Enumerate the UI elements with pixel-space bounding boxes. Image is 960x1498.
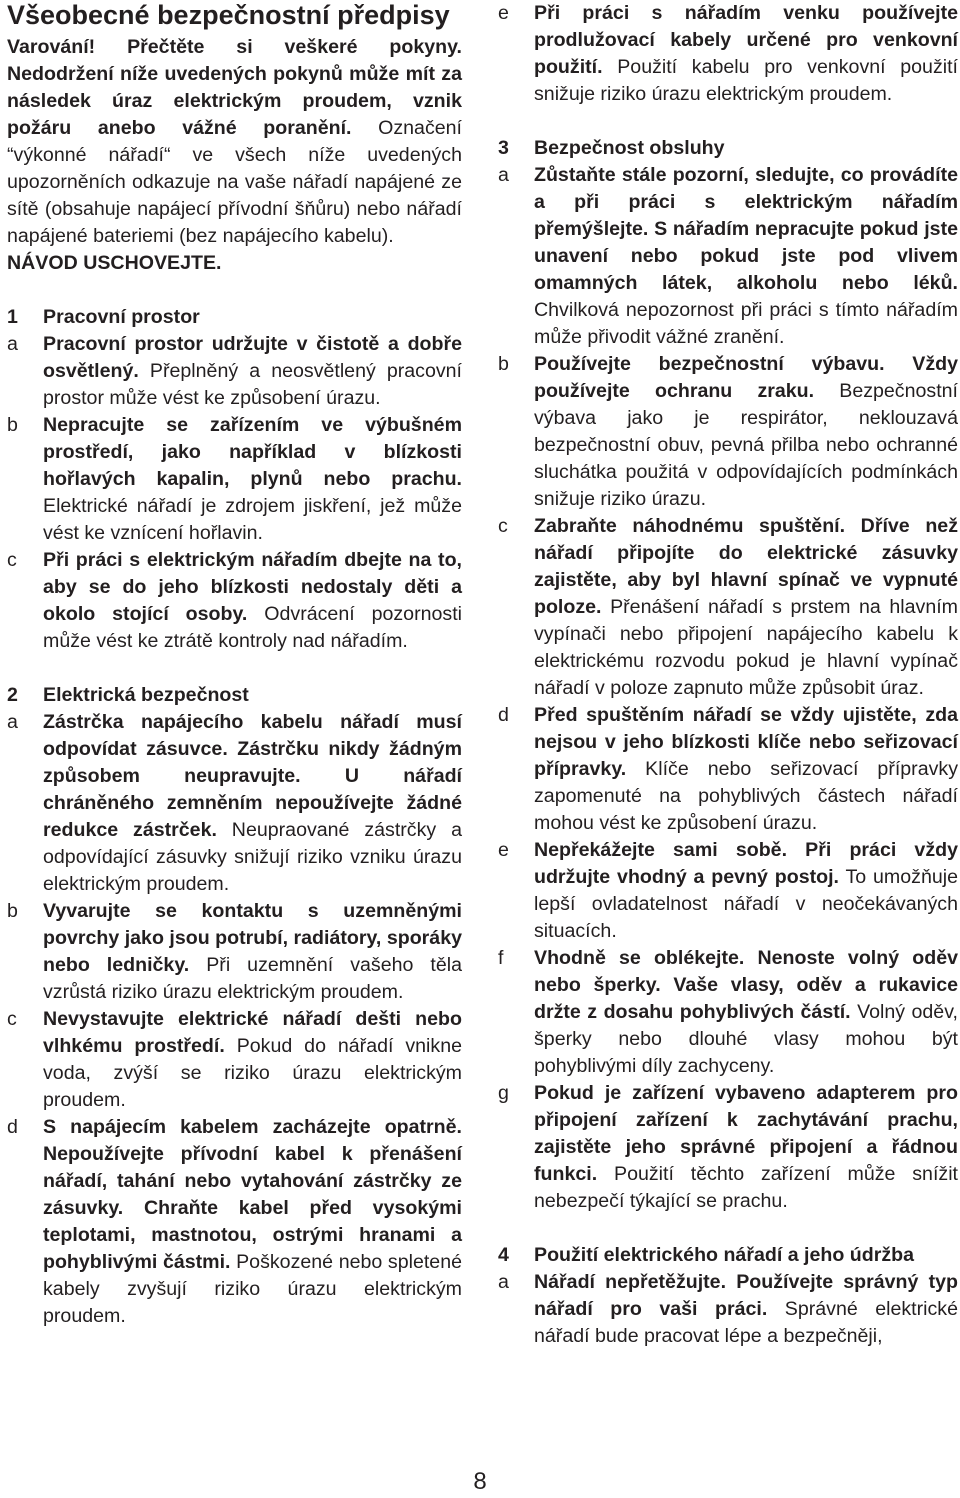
section-heading-1 <box>7 304 462 331</box>
item-label: b <box>7 900 18 922</box>
item-text: To umožňuje lepší ovladatelnost nářadí v neočekávaných situacích. <box>534 866 958 942</box>
list-item <box>498 945 958 1080</box>
list-item <box>498 702 958 837</box>
list-item <box>7 412 462 547</box>
section-number: 2 <box>7 684 18 706</box>
item-text: Bezpečnostní výbava jako je respirátor, neklouzavá bezpečnostní obuv, pevná přilba nebo ochranné sluchátka použitá v odpovídajících podmínkách snižuje riziko úrazu. <box>534 380 958 510</box>
item-label: d <box>498 704 509 726</box>
section-number: 3 <box>498 137 509 159</box>
item-text: Při uzemnění vašeho těla vzrůstá riziko úrazu elektrickým proudem. <box>43 954 462 1003</box>
section-title: Pracovní prostor <box>43 306 200 328</box>
item-lead: Při práci s nářadím venku používejte prodlužovací kabely určené pro venkovní použití. <box>534 2 958 78</box>
item-label: c <box>7 549 17 571</box>
intro-paragraph <box>7 34 462 277</box>
item-lead: Vhodně se oblékejte. Nenoste volný oděv nebo šperky. Vaše vlasy, oděv a rukavice držte z dosahu pohyblivých částí. <box>534 947 958 1023</box>
item-text: Neupraované zástrčky a odpovídající zásuvky snižují riziko vzniku úrazu elektrickým proudem. <box>43 819 462 895</box>
item-lead: Při práci s elektrickým nářadím dbejte na to, aby se do jeho blízkosti nedostaly děti a okolo stojící osoby. <box>43 549 462 625</box>
list-item <box>498 1080 958 1215</box>
item-text: Chvilková nepozornost při práci s tímto nářadím může přivodit vážné zranění. <box>534 299 958 348</box>
item-label: e <box>498 839 509 861</box>
item-text: Klíče nebo seřizovací přípravky zapomenuté na pohyblivých částech nářadí mohou vést ke způsobení úrazu. <box>534 758 958 834</box>
section-title: Elektrická bezpečnost <box>43 684 249 706</box>
item-lead: Nářadí nepřetěžujte. Používejte správný typ nářadí pro vaši práci. <box>534 1271 958 1320</box>
item-text: Odvrácení pozornosti může vést ke ztrátě kontroly nad nářadím. <box>43 603 462 652</box>
item-lead: Nepracujte se zařízením ve výbušném prostředí, jako například v blízkosti hořlavých kapalin, plynů nebo prachu. <box>43 414 462 490</box>
item-text: Přeplněný a neosvětlený pracovní prostor může vést ke způsobení úrazu. <box>43 360 462 409</box>
item-text: Poškozené nebo spletené kabely zvyšují riziko úrazu elektrickým proudem. <box>43 1251 462 1327</box>
item-label: b <box>7 414 18 436</box>
section-number: 1 <box>7 306 18 328</box>
item-label: e <box>498 2 509 24</box>
page-title: Všeobecné bezpečnostní předpisy <box>7 0 450 30</box>
item-text: Přenášení nářadí s prstem na hlavním vypínači nebo připojení napájecího kabelu k elektrickému rozvodu pokud je hlavní vypínač nářadí v poloze zapnuto může způsobit úraz. <box>534 596 958 699</box>
item-text: Elektrické nářadí je zdrojem jiskření, jež může vést ke vznícení hořlavin. <box>43 495 462 544</box>
item-label: f <box>498 947 504 969</box>
list-item <box>498 837 958 945</box>
item-lead: Vyvarujte se kontaktu s uzemněnými povrchy jako jsou potrubí, radiátory, sporáky nebo ledničky. <box>43 900 462 976</box>
item-text: Použití těchto zařízení může snížit nebezpečí týkající se prachu. <box>534 1163 958 1212</box>
list-item <box>498 162 958 351</box>
intro-keep-notice: NÁVOD USCHOVEJTE. <box>7 252 222 274</box>
item-lead: Pokud je zařízení vybaveno adapterem pro připojení zařízení k zachytávání prachu, zajistěte jeho správné připojení a řádnou funkci. <box>534 1082 958 1185</box>
right-column <box>498 0 958 1350</box>
item-label: c <box>498 515 508 537</box>
section-number: 4 <box>498 1244 509 1266</box>
item-text: Použití kabelu pro venkovní použití snižuje riziko úrazu elektrickým proudem. <box>534 56 958 105</box>
list-item <box>7 709 462 898</box>
item-lead: Pracovní prostor udržujte v čistotě a dobře osvětlený. <box>43 333 462 382</box>
section-heading-2 <box>7 682 462 709</box>
list-item <box>498 1269 958 1350</box>
intro-text: Označení “výkonné nářadí“ ve všech níže uvedených upozorněních odkazuje na vaše nářadí napájené ze sítě (obsahuje napájecí přívodní šňůru) nebo nářadí napájené bateriemi (bez napájecího kabelu). <box>7 117 462 247</box>
section-title: Bezpečnost obsluhy <box>534 137 725 159</box>
item-lead: Nepřekážejte sami sobě. Při práci vždy udržujte vhodný a pevný postoj. <box>534 839 958 888</box>
list-item <box>7 547 462 655</box>
section-heading-4 <box>498 1242 958 1269</box>
item-label: a <box>7 333 18 355</box>
item-label: a <box>498 1271 509 1293</box>
list-item <box>7 331 462 412</box>
item-label: a <box>7 711 18 733</box>
section-heading-3 <box>498 135 958 162</box>
item-label: a <box>498 164 509 186</box>
intro-warning: Varování! Přečtěte si veškeré pokyny. Nedodržení níže uvedených pokynů může mít za následek úraz elektrickým proudem, vznik požáru anebo vážné poranění. <box>7 36 462 139</box>
item-lead: Zůstaňte stále pozorní, sledujte, co provádíte a při práci s elektrickým nářadím přemýšlejte. S nářadím nepracujte pokud jste unavení nebo pokud jste pod vlivem omamných látek, alkoholu nebo léků. <box>534 164 958 294</box>
item-lead: Zabraňte náhodnému spuštění. Dříve než nářadí připojíte do elektrické zásuvky zajistěte, aby byl hlavní spínač ve vypnuté poloze. <box>534 515 958 618</box>
item-text: Pokud do nářadí vnikne voda, zvýší se riziko úrazu elektrickým proudem. <box>43 1035 462 1111</box>
item-label: c <box>7 1008 17 1030</box>
list-item <box>7 1114 462 1330</box>
page-number: 8 <box>473 1468 487 1495</box>
item-lead: Před spuštěním nářadí se vždy ujistěte, zda nejsou v jeho blízkosti klíče nebo seřizovací přípravky. <box>534 704 958 780</box>
list-item <box>7 1006 462 1114</box>
list-item <box>498 351 958 513</box>
item-lead: S napájecím kabelem zacházejte opatrně. Nepoužívejte přívodní kabel k přenášení nářadí, tahání nebo vytahování zástrčky ze zásuvky. Chraňte kabel před vysokými teplotami, mastnotou, ostrými hranami a pohyblivými částmi. <box>43 1116 462 1273</box>
item-text: Správné elektrické nářadí bude pracovat lépe a bezpečněji, <box>534 1298 958 1347</box>
item-lead: Nevystavujte elektrické nářadí dešti nebo vlhkému prostředí. <box>43 1008 462 1057</box>
list-item <box>7 898 462 1006</box>
list-item <box>498 513 958 702</box>
item-lead: Používejte bezpečnostní výbavu. Vždy používejte ochranu zraku. <box>534 353 958 402</box>
list-item <box>498 0 958 108</box>
section-title: Použití elektrického nářadí a jeho údržba <box>534 1244 914 1266</box>
item-label: b <box>498 353 509 375</box>
left-column <box>7 0 462 1330</box>
item-text: Volný oděv, šperky nebo dlouhé vlasy mohou být pohyblivými díly zachyceny. <box>534 1001 958 1077</box>
item-label: g <box>498 1082 509 1104</box>
item-label: d <box>7 1116 18 1138</box>
item-lead: Zástrčka napájecího kabelu nářadí musí odpovídat zásuvce. Zástrčku nikdy žádným způsobem neupravujte. U nářadí chráněného zemněním nepoužívejte žádné redukce zástrček. <box>43 711 462 841</box>
